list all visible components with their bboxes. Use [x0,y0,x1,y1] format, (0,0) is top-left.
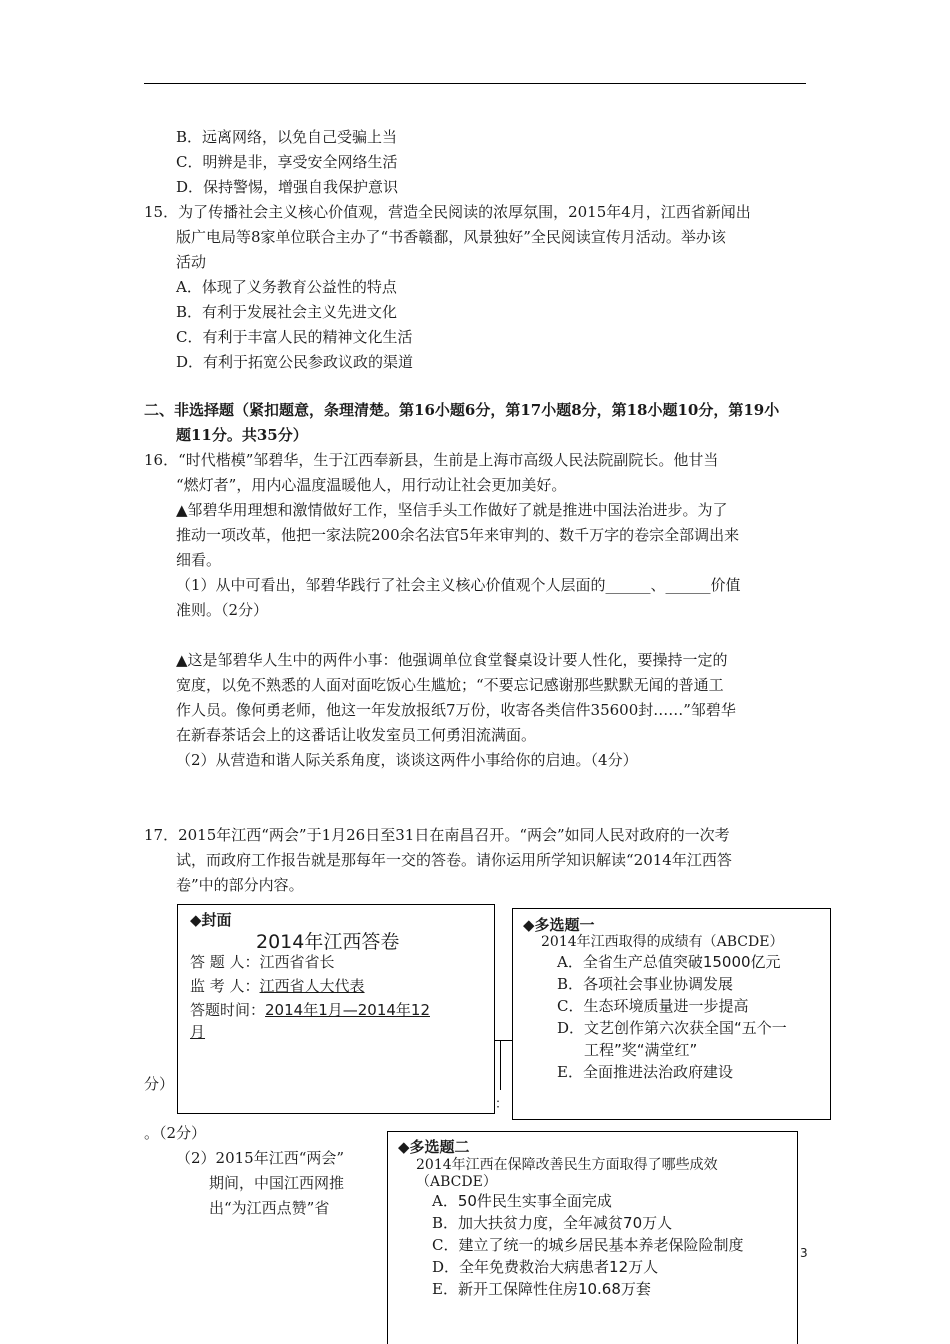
cover-time-label: 答题时间： [190,1001,266,1019]
cover-examiner: 江西省人大代表 [259,977,365,995]
mc1-question: 2014年江西取得的成绩有（ABCDE） [541,934,784,950]
q16-para2-line-3: 作人员。像何勇老师，他这一年发放报纸7万份，收寄各类信件35600封……”邹碧华 [176,701,736,719]
mc1-option-e [557,1061,733,1082]
mc2-option-a [432,1190,612,1211]
q14-option-b: B．远离网络，以免自己受骗上当 [176,128,398,146]
mc1-heading: ◆多选题一 [523,916,595,934]
fragment-fen: 分） [144,1075,175,1093]
q15-stem-line-3: 活动 [176,253,207,271]
mc2-option-c [432,1234,744,1255]
fragment-colon: ： [495,1097,509,1112]
cover-time-cont: 月 [190,1023,206,1041]
mc2-option-e [432,1278,651,1299]
mc1-option-a-text: 全省生产总值突破15000亿元 [582,953,781,971]
mc2-option-c-text: 建立了统一的城乡居民基本养老保险险制度 [458,1236,744,1254]
q17-sub2-line-2: 期间，中国江西网推 [209,1174,345,1192]
fragment-2fen: 。（2分） [144,1124,207,1142]
mc2-option-a-letter: A． [432,1192,458,1210]
mc1-option-e-letter: E． [557,1063,583,1081]
q16-intro-line-2: “燃灯者”，用内心温度温暖他人，用行动让社会更加美好。 [176,476,567,494]
q17-sub2-line-3: 出“为江西点赞”省 [209,1199,330,1217]
mc2-option-e-letter: E． [432,1280,458,1298]
q15-stem-line-1: 15．为了传播社会主义核心价值观，营造全民阅读的浓厚氛围，2015年4月，江西省新闻出 [144,203,751,221]
cover-answerer-label: 答 题 人： [190,953,260,971]
q16-para1-line-1: ▲邹碧华用理想和激情做好工作，坚信手头工作做好了就是推进中国法治进步。为了 [176,501,728,519]
mc2-option-b [432,1212,672,1233]
q15-stem-line-2: 版广电局等8家单位联合主办了“书香赣鄱，风景独好”全民阅读宣传月活动。举办该 [176,228,726,246]
q15-option-a: A．体现了义务教育公益性的特点 [176,278,397,296]
q15-option-d: D．有利于拓宽公民参政议政的渠道 [176,353,414,371]
q15-option-c: C．有利于丰富人民的精神文化生活 [176,328,413,346]
mc1-option-c [557,995,749,1016]
q16-sub1-line-1: （1）从中可看出，邹碧华践行了社会主义核心价值观个人层面的______、______价值 [176,576,741,594]
q16-para2-line-4: 在新春茶话会上的这番话让收发室员工何勇泪流满面。 [176,726,537,744]
header-rule [144,83,806,84]
q16-para2-line-1: ▲这是邹碧华人生中的两件小事：他强调单位食堂餐桌设计要人性化，要操持一定的 [176,651,728,669]
mc2-option-b-letter: B． [432,1214,459,1232]
connector-horizontal [495,1040,512,1041]
q16-para1-line-3: 细看。 [176,551,222,569]
cover-title: 2014年江西答卷 [256,931,400,953]
mc1-option-c-text: 生态环境质量进一步提高 [583,997,749,1015]
q16-para2-line-2: 宽度，以免不熟悉的人面对面吃饭心生尴尬；“不要忘记感谢那些默默无闻的普通工 [176,676,724,694]
cover-box [177,904,495,1114]
mc1-option-c-letter: C． [557,997,584,1015]
q17-intro-line-3: 卷”中的部分内容。 [176,876,304,894]
cover-answerer: 江西省省长 [259,953,335,971]
q16-intro-line-1: 16．“时代楷模”邹碧华，生于江西奉新县，生前是上海市高级人民法院副院长。他甘当 [144,451,719,469]
mc1-option-a [557,951,781,972]
mc1-option-d-cont: 工程”奖“满堂红” [584,1041,698,1059]
page-number: 3 [800,1246,808,1260]
mc2-question-line-1: 2014年江西在保障改善民生方面取得了哪些成效 [416,1157,718,1173]
mc1-option-d-text: 文艺创作第六次获全国“五个一 [584,1019,787,1037]
q17-sub2-line-1: （2）2015年江西“两会” [176,1149,345,1167]
mc1-option-a-letter: A． [557,953,583,971]
multiple-choice-2-box [387,1131,798,1344]
mc2-option-d-letter: D． [432,1258,460,1276]
q14-option-c: C．明辨是非，享受安全网络生活 [176,153,398,171]
q16-sub2: （2）从营造和谐人际关系角度，谈谈这两件小事给你的启迪。（4分） [176,751,638,769]
mc2-question-line-2: （ABCDE） [416,1174,497,1190]
multiple-choice-1-box [512,908,831,1120]
q17-intro-line-1: 17．2015年江西“两会”于1月26日至31日在南昌召开。“两会”如同人民对政府的一次考 [144,826,730,844]
q16-para1-line-2: 推动一项改革，他把一家法院200余名法官5年来审判的、数千万字的卷宗全部调出来 [176,526,740,544]
q14-option-d: D．保持警惕，增强自我保护意识 [176,178,399,196]
mc1-option-b-text: 各项社会事业协调发展 [583,975,734,993]
mc2-option-e-text: 新开工保障性住房10.68万套 [457,1280,651,1298]
cover-answerer-row [190,951,335,972]
section-2-heading-cont: 题11分。共35分） [176,426,308,444]
cover-time: 2014年1月—2014年12 [265,1001,430,1019]
mc1-option-e-text: 全面推进法治政府建设 [582,1063,733,1081]
mc1-option-d [557,1017,787,1038]
cover-heading: ◆封面 [190,911,232,929]
q15-option-b: B．有利于发展社会主义先进文化 [176,303,398,321]
mc2-option-b-text: 加大扶贫力度，全年减贫70万人 [458,1214,673,1232]
mc2-option-a-text: 50件民生实事全面完成 [457,1192,612,1210]
connector-vertical [500,1040,501,1090]
q17-intro-line-2: 试，而政府工作报告就是那每年一交的答卷。请你运用所学知识解读“2014年江西答 [176,851,732,869]
mc2-option-d-text: 全年免费救治大病患者12万人 [459,1258,659,1276]
mc1-option-b [557,973,733,994]
mc1-option-b-letter: B． [557,975,584,993]
cover-examiner-label: 监 考 人： [190,977,260,995]
section-2-heading: 二、非选择题（紧扣题意，条理清楚。第16小题6分，第17小题8分，第18小题10分，第19小 [144,401,780,419]
mc1-option-d-letter: D． [557,1019,585,1037]
cover-time-row [190,999,430,1020]
cover-examiner-row [190,975,365,996]
mc2-heading: ◆多选题二 [398,1138,470,1156]
mc2-option-c-letter: C． [432,1236,459,1254]
mc2-option-d [432,1256,658,1277]
q16-sub1-line-2: 准则。（2分） [176,601,269,619]
